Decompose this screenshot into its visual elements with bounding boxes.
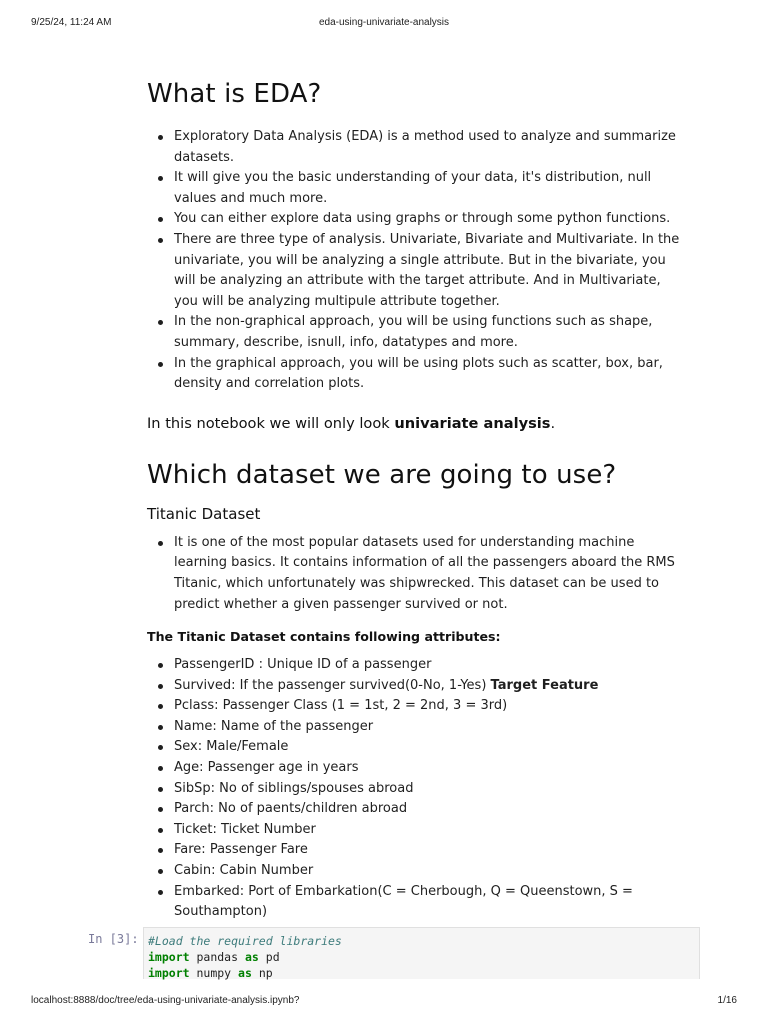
dataset-description-list [147, 533, 687, 615]
note-prefix: In this notebook we will only look [147, 414, 395, 432]
keyword-as: as [244, 950, 259, 964]
list-item: In the graphical approach, you will be using plots such as scatter, box, bar, density and correlation plots. [147, 354, 687, 395]
print-datetime: 9/25/24, 11:24 AM [31, 17, 112, 28]
library-name: numpy [196, 966, 232, 980]
list-item: It will give you the basic understanding of your data, it's distribution, null values and much more. [147, 168, 687, 209]
heading-what-is-eda: What is EDA? [147, 79, 322, 109]
library-alias: pd [265, 950, 280, 964]
keyword-import: import [148, 966, 190, 980]
keyword-as: as [238, 966, 252, 980]
document-title: eda-using-univariate-analysis [318, 17, 450, 28]
attr-survived-text: Survived: If the passenger survived(0-No, 1-Yes) [174, 677, 491, 693]
list-item: You can either explore data using graphs or through some python functions. [147, 209, 687, 230]
univariate-note [147, 413, 687, 435]
list-item: Age: Passenger age in years [147, 758, 687, 779]
list-item: Exploratory Data Analysis (EDA) is a method used to analyze and summarize datasets. [147, 127, 687, 168]
attributes-heading: The Titanic Dataset contains following attributes: [147, 629, 501, 645]
cell-prompt: In [3]: [88, 932, 139, 946]
code-cell[interactable] [0, 927, 768, 979]
list-item: Fare: Passenger Fare [147, 840, 687, 861]
eda-bullet-list [147, 127, 687, 395]
target-feature-label: Target Feature [490, 677, 599, 693]
print-footer [0, 995, 768, 1009]
attributes-list [147, 655, 687, 923]
page-number: 1/16 [717, 995, 737, 1006]
list-item: PassengerID : Unique ID of a passenger [147, 655, 687, 676]
list-item: Pclass: Passenger Class (1 = 1st, 2 = 2nd, 3 = 3rd) [147, 696, 687, 717]
list-item: It is one of the most popular datasets used for understanding machine learning basics. It contains information of all the passengers aboard the RMS Titanic, which unfortunately was shipwrecked. This dataset can be used to predict whether a given passenger survived or not. [147, 533, 687, 615]
note-suffix: . [550, 414, 556, 432]
heading-which-dataset: Which dataset we are going to use? [147, 459, 617, 490]
print-header [0, 17, 768, 31]
list-item: In the non-graphical approach, you will be using functions such as shape, summary, describe, isnull, info, datatypes and more. [147, 312, 687, 353]
subheading-titanic-dataset: Titanic Dataset [147, 504, 261, 523]
note-bold: univariate analysis [394, 414, 551, 432]
list-item: Ticket: Ticket Number [147, 820, 687, 841]
list-item: SibSp: No of siblings/spouses abroad [147, 779, 687, 800]
list-item: Sex: Male/Female [147, 737, 687, 758]
footer-url: localhost:8888/doc/tree/eda-using-univariate-analysis.ipynb? [31, 995, 300, 1006]
list-item: There are three type of analysis. Univariate, Bivariate and Multivariate. In the univariate, you will be analyzing a single attribute. But in the bivariate, you will be analyzing an attribute with the target attribute. And in Multivariate, you will be analyzing multipule attribute together. [147, 230, 687, 312]
list-item [147, 676, 687, 697]
list-item: Name: Name of the passenger [147, 717, 687, 738]
notebook-content [147, 78, 687, 923]
code-comment: #Load the required libraries [148, 934, 342, 948]
library-alias: np [258, 966, 273, 980]
keyword-import: import [148, 950, 190, 964]
list-item: Cabin: Cabin Number [147, 861, 687, 882]
code-editor[interactable] [143, 927, 700, 979]
library-name: pandas [196, 950, 239, 964]
list-item: Embarked: Port of Embarkation(C = Cherbough, Q = Queenstown, S = Southampton) [147, 882, 687, 923]
list-item: Parch: No of paents/children abroad [147, 799, 687, 820]
